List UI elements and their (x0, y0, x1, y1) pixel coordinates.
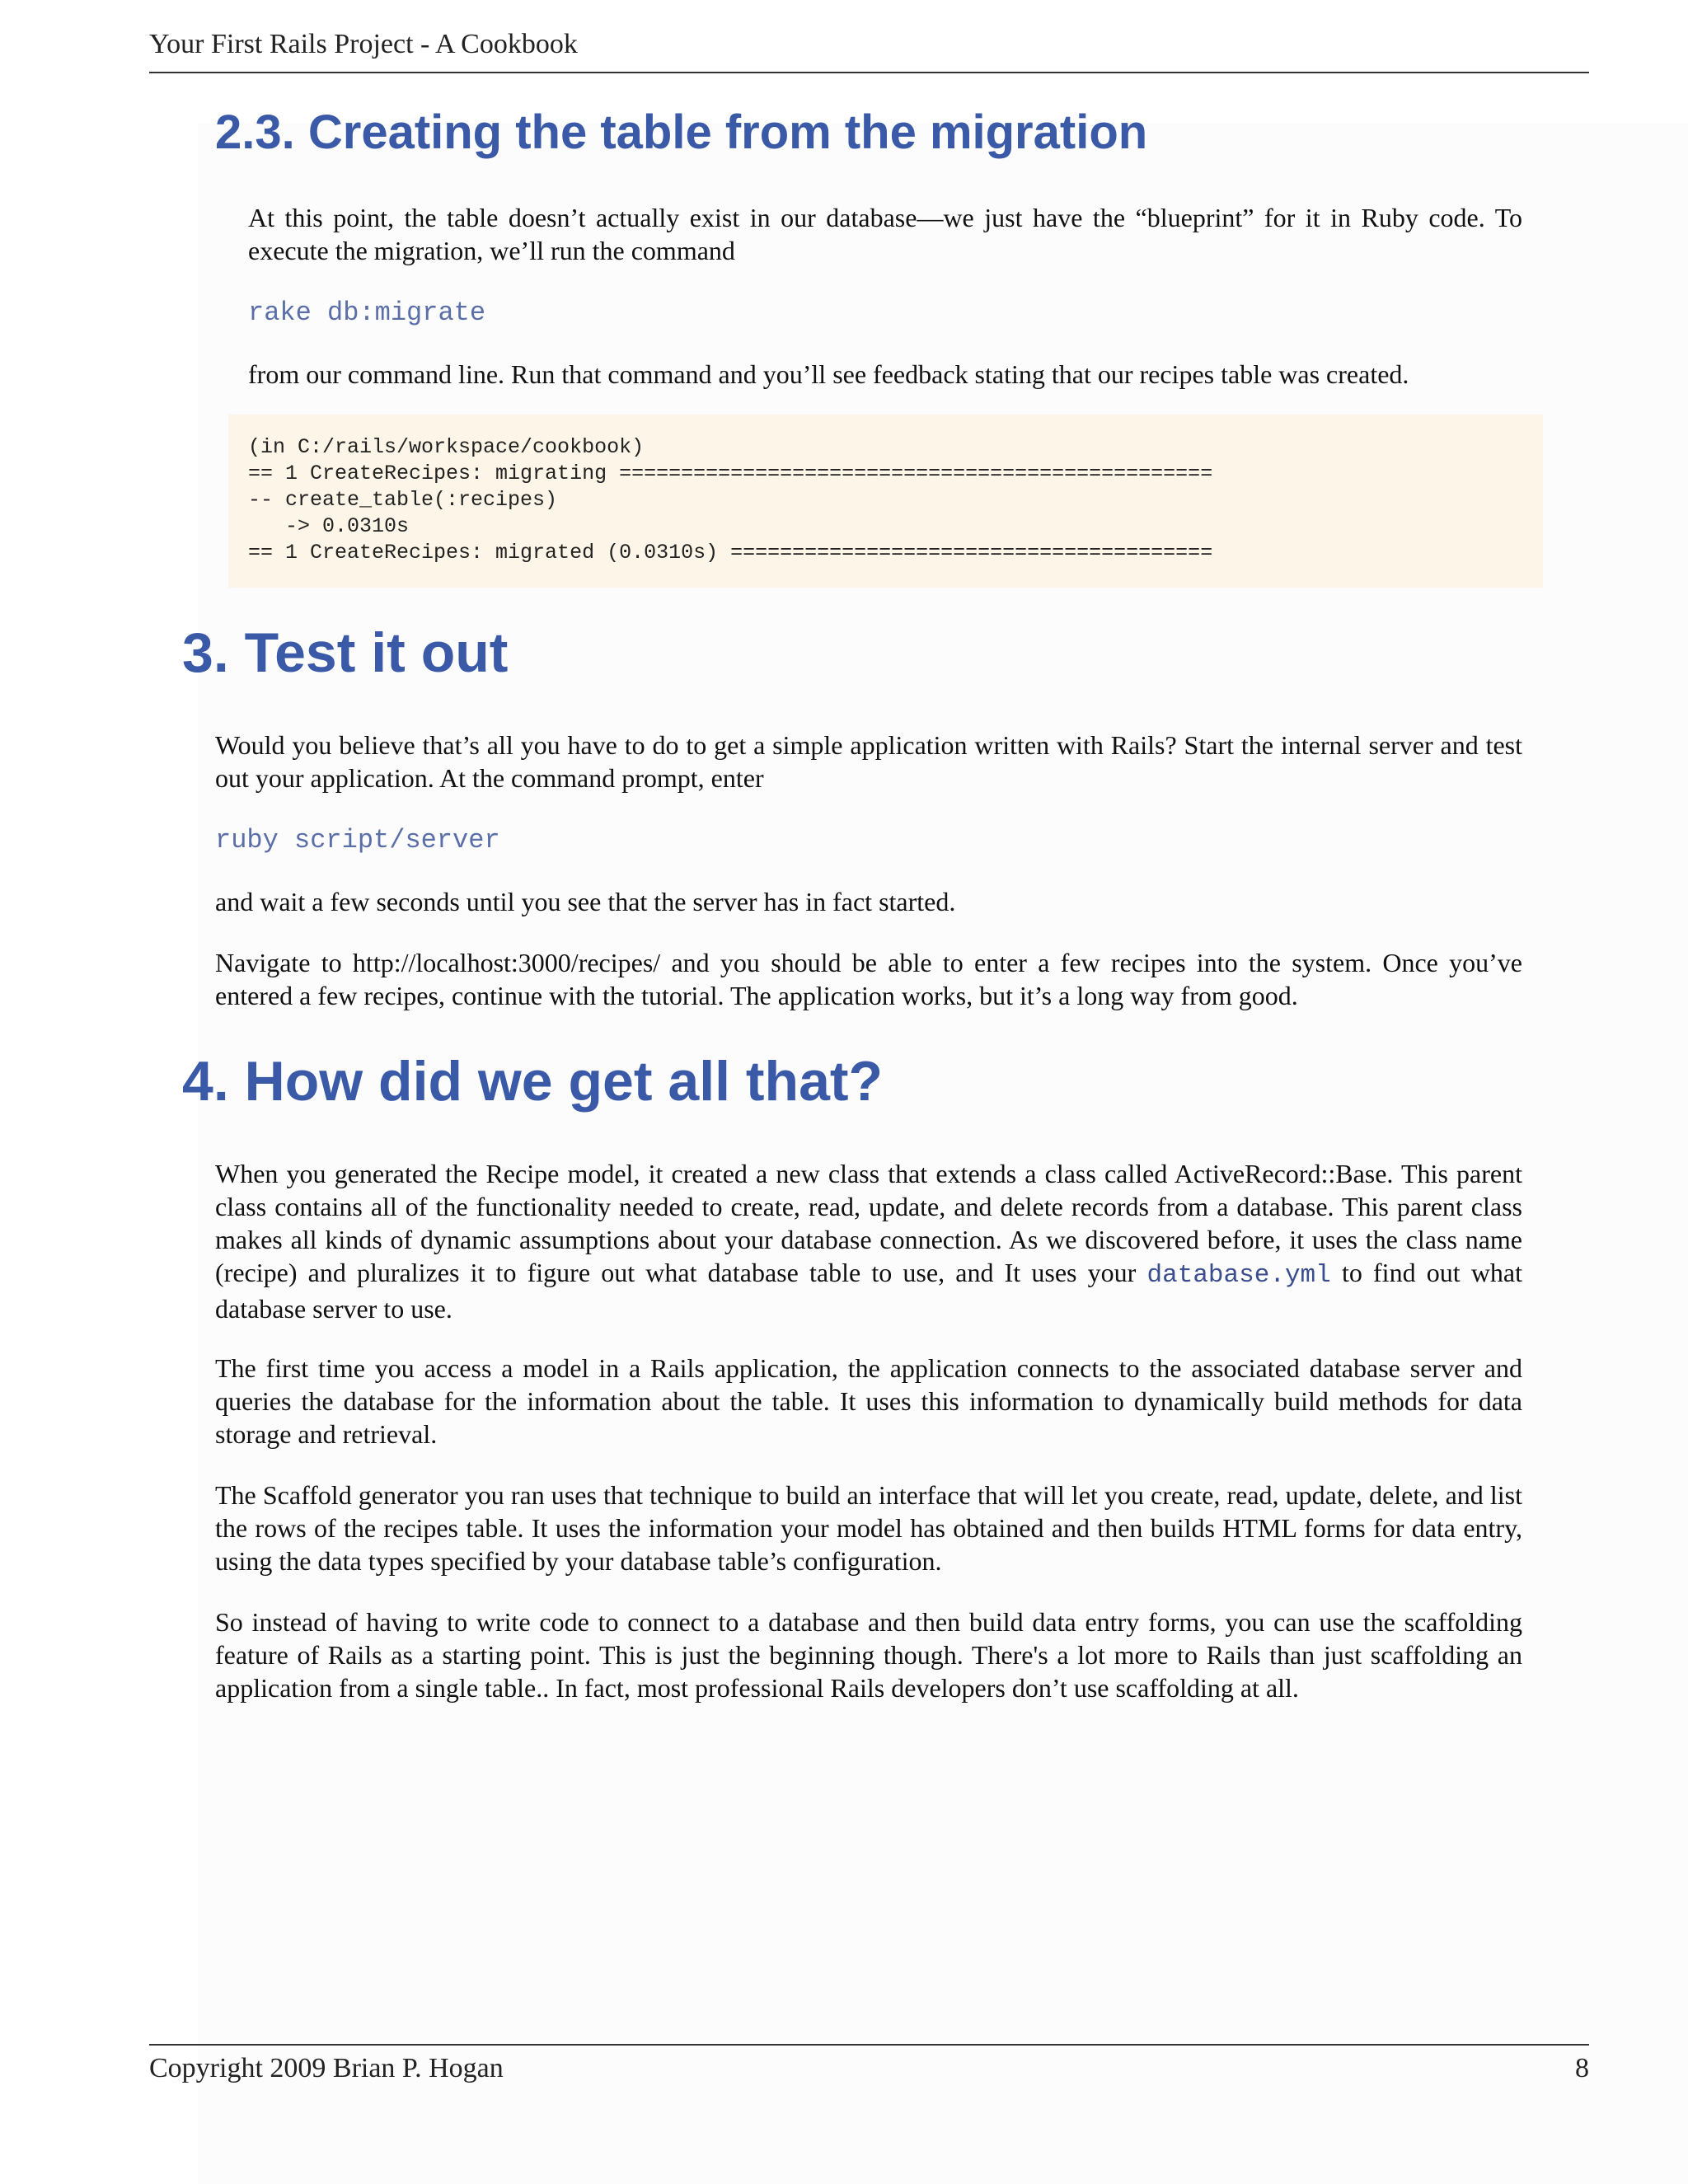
command-rake-db-migrate: rake db:migrate (248, 298, 486, 328)
section-4-para-4: So instead of having to write code to connect to a database and then build data entry forms, you can use the scaffolding feature of Rails as a starting point. This is just the beginning though. There's a lot more to Rails than just scaffolding an application from a single table.. In fact, most professional Rails developers don’t use scaffolding at all. (215, 1607, 1522, 1703)
running-header (149, 25, 1589, 73)
copyright-notice: Copyright 2009 Brian P. Hogan (149, 2053, 504, 2083)
section-4-para-2: The first time you access a model in a Rails application, the application connects to the associated database server and queries the database for the information about the table. It uses this information to dynamically build methods for data storage and retrieval. (215, 1353, 1522, 1449)
para-1-text-after-code: to find out what database server to use. (215, 1258, 1523, 1324)
section-3-navigate-text: Navigate to http://localhost:3000/recipes/ and you should be able to enter a few recipes into the system. Once you’ve entered a few recipes, continue with the tutorial. The application works, but it’s a long way from good. (215, 948, 1522, 1010)
section-heading-4: 4. How did we get all that? (182, 1050, 884, 1113)
section-3-wait-text: and wait a few seconds until you see that the server has in fact started. (215, 887, 956, 916)
section-heading-3: 3. Test it out (182, 621, 509, 684)
para-1-text-before-code: When you generated the Recipe model, it created a new class that extends a class called ActiveRecord::Base. This parent class contains all of the functionality needed to create, read, update, and delete records from a database. This parent class makes all kinds of dynamic assumptions about your database connection. As we discovered before, it uses the class name (recipe) and pluralizes it to figure out what database table to use, and It uses your (215, 1159, 1522, 1287)
document-title: Your First Rails Project - A Cookbook (149, 29, 578, 59)
section-heading-2-3: 2.3. Creating the table from the migration (215, 105, 1148, 159)
code-line: (in C:/rails/workspace/cookbook) (248, 435, 645, 459)
code-line: -> 0.0310s (248, 514, 410, 538)
running-footer (149, 2044, 1589, 2095)
inline-code-database-yml: database.yml (1146, 1261, 1331, 1290)
section-4-para-1 (215, 1157, 1522, 1325)
code-line: == 1 CreateRecipes: migrated (0.0310s) ======================================= (248, 541, 1213, 565)
code-line: == 1 CreateRecipes: migrating ================================================ (248, 462, 1213, 485)
code-line: -- create_table(:recipes) (248, 488, 558, 512)
section-4-para-3: The Scaffold generator you ran uses that technique to build an interface that will let you create, read, update, delete, and list the rows of the recipes table. It uses the information your model has obtained and then builds HTML forms for data entry, using the data types specified by your database table’s configuration. (215, 1480, 1522, 1576)
section-2-3-after-command: from our command line. Run that command and you’ll see feedback stating that our recipes table was created. (248, 359, 1409, 389)
section-2-3-intro: At this point, the table doesn’t actually exist in our database—we just have the “blueprint” for it in Ruby code. To execute the migration, we’ll run the command (248, 203, 1522, 265)
command-ruby-script-server: ruby script/server (215, 825, 500, 855)
page-number: 8 (1575, 2053, 1589, 2083)
section-3-intro: Would you believe that’s all you have to do to get a simple application written with Rails? Start the internal server and test out your application. At the command prompt, enter (215, 730, 1522, 793)
migration-output-block (228, 415, 1543, 588)
